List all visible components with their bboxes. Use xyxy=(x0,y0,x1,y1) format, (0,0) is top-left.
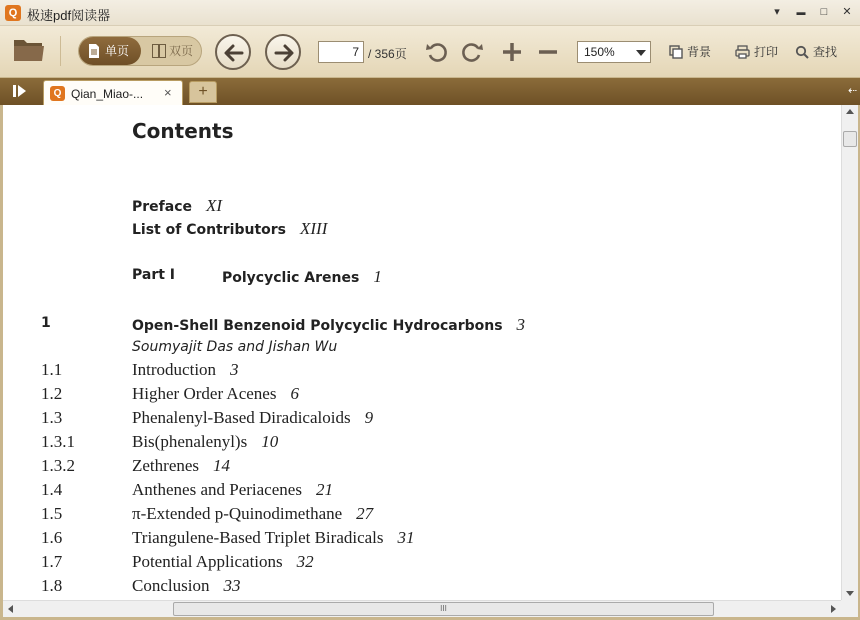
window-menu-button[interactable]: ▾ xyxy=(774,6,780,18)
page-total: / 356页 xyxy=(368,47,407,61)
toc-section-title: Zethrenes 14 xyxy=(132,456,231,475)
scroll-down-icon[interactable] xyxy=(846,591,854,596)
zoom-select[interactable] xyxy=(577,41,651,63)
toc-section-number: 1.1 xyxy=(41,360,63,379)
toc-section-title: Introduction 3 xyxy=(132,360,239,379)
previous-page-button[interactable] xyxy=(215,34,251,70)
single-page-button[interactable] xyxy=(79,37,141,65)
scroll-left-icon[interactable] xyxy=(8,605,13,613)
horizontal-scroll-thumb[interactable]: III xyxy=(173,602,714,616)
toc-section-number: 1.6 xyxy=(41,528,63,547)
view-mode-toggle xyxy=(78,36,202,66)
background-label: 背景 xyxy=(687,45,712,59)
app-logo-icon: Q xyxy=(5,5,21,21)
title-bar xyxy=(0,0,860,26)
scroll-up-icon[interactable] xyxy=(846,109,854,114)
maximize-button[interactable]: □ xyxy=(820,6,828,18)
vertical-scrollbar[interactable] xyxy=(841,105,858,600)
document-tab[interactable] xyxy=(43,80,183,105)
arrow-left-icon xyxy=(222,41,246,65)
zoom-value: 150% xyxy=(584,45,615,59)
toc-section-title: Triangulene-Based Triplet Biradicals 31 xyxy=(132,528,415,547)
single-page-label: 单页 xyxy=(105,44,130,58)
toc-part-title: Polycyclic Arenes 1 xyxy=(222,267,382,286)
tab-label: Qian_Miao-... xyxy=(71,87,144,101)
toc-section-title: Conclusion 33 xyxy=(132,576,241,595)
search-icon xyxy=(795,45,809,59)
toc-section-number: 1.5 xyxy=(41,504,63,523)
minimize-button[interactable]: ▬ xyxy=(796,7,806,17)
rotate-left-icon[interactable] xyxy=(425,40,449,64)
toc-section-number: 1.8 xyxy=(41,576,63,595)
chevron-down-icon xyxy=(636,50,646,56)
toc-entry-title: Preface XI xyxy=(132,196,223,215)
next-page-button[interactable] xyxy=(265,34,301,70)
tab-close-icon[interactable]: × xyxy=(164,85,172,100)
scrollbar-corner xyxy=(841,600,858,617)
print-button[interactable] xyxy=(735,44,778,60)
background-button[interactable] xyxy=(669,44,711,60)
zoom-in-icon[interactable] xyxy=(500,40,524,64)
new-tab-button[interactable]: + xyxy=(189,81,217,103)
double-page-label: 双页 xyxy=(169,44,194,58)
printer-icon xyxy=(735,45,750,59)
search-button[interactable] xyxy=(795,44,837,60)
vertical-scroll-thumb[interactable] xyxy=(843,131,857,147)
app-title: 极速pdf阅读器 xyxy=(27,8,111,23)
toc-entry-title: List of Contributors XIII xyxy=(132,219,328,238)
search-label: 查找 xyxy=(813,45,838,59)
toolbar xyxy=(0,26,860,78)
double-page-icon xyxy=(152,44,166,58)
toc-section-number: 1.3.1 xyxy=(41,432,75,451)
toc-section-title: π-Extended p-Quinodimethane 27 xyxy=(132,504,374,523)
collapse-arrow-icon[interactable]: ⇠ xyxy=(848,85,858,97)
toc-section-number: 1.4 xyxy=(41,480,63,499)
sidebar-toggle-icon[interactable] xyxy=(8,83,32,99)
toc-authors: Soumyajit Das and Jishan Wu xyxy=(132,339,338,355)
rotate-right-icon[interactable] xyxy=(460,40,484,64)
contents-heading: Contents xyxy=(132,119,234,143)
toc-chapter-title: Open-Shell Benzenoid Polycyclic Hydrocarbons 3 xyxy=(132,315,526,334)
print-label: 打印 xyxy=(754,45,779,59)
scroll-right-icon[interactable] xyxy=(831,605,836,613)
toc-section-number: 1.7 xyxy=(41,552,63,571)
toc-section-number: 1.2 xyxy=(41,384,63,403)
toc-section-number: 1.3 xyxy=(41,408,63,427)
close-button[interactable]: ✕ xyxy=(842,6,852,18)
document-viewport[interactable] xyxy=(3,105,841,600)
double-page-button[interactable] xyxy=(143,37,201,65)
toc-section-title: Phenalenyl-Based Diradicaloids 9 xyxy=(132,408,374,427)
pdf-file-icon: Q xyxy=(50,86,65,101)
toc-section-title: Potential Applications 32 xyxy=(132,552,314,571)
background-icon xyxy=(669,45,683,59)
horizontal-scrollbar[interactable] xyxy=(3,600,841,617)
tab-bar xyxy=(0,78,860,105)
page-number-input[interactable] xyxy=(318,41,364,63)
toc-part-label: Part I xyxy=(132,267,176,283)
toolbar-divider xyxy=(60,36,61,66)
open-folder-icon[interactable] xyxy=(12,36,46,64)
zoom-out-icon[interactable] xyxy=(536,40,560,64)
single-page-icon xyxy=(88,44,100,58)
arrow-right-icon xyxy=(272,41,296,65)
toc-section-number: 1.3.2 xyxy=(41,456,75,475)
toc-chapter-number: 1 xyxy=(41,315,51,331)
toc-section-title: Higher Order Acenes 6 xyxy=(132,384,299,403)
toc-section-title: Anthenes and Periacenes 21 xyxy=(132,480,333,499)
toc-section-title: Bis(phenalenyl)s 10 xyxy=(132,432,279,451)
